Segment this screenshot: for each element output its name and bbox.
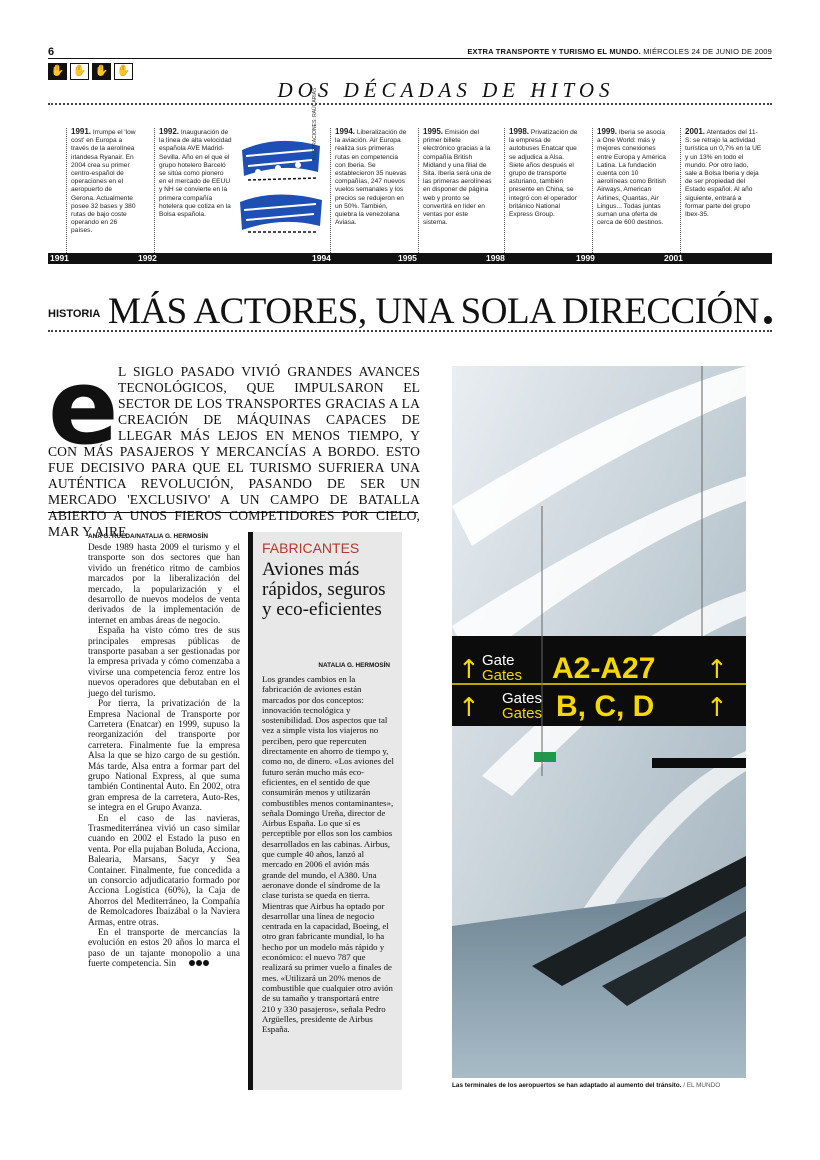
dotted-rule [48, 330, 772, 332]
illustration-credit: ILUSTRACIONES: RAÚL ARIAS [312, 87, 318, 160]
body-paragraph: Desde 1989 hasta 2009 el turismo y el transporte son dos sectores que han vivido un frenético ritmo de cambios marcados por la liberalización del mercado, la popularización y el desarrollo de nuevos modelos de venta derivados de la implementación de internet en ambas áreas de negocio. [88, 543, 240, 626]
article-kicker: HISTORIA [48, 308, 101, 320]
hand-icon: ✋ [92, 63, 111, 80]
header-publication-date [467, 47, 772, 56]
headline-dot [764, 316, 772, 324]
up-arrow-icon: ↑ [458, 655, 480, 685]
timeline-entry-1994 [330, 128, 408, 253]
sign-code-a: A2-A27 [552, 652, 656, 685]
article-byline: ANA G. RUEDA/NATALIA G. HERMOSÍN [88, 533, 208, 540]
sidebar-title: Aviones más rápidos, seguros y eco-eficientes [262, 559, 386, 620]
sign-gate-label: Gate [482, 652, 515, 669]
lead-text: L SIGLO PASADO VIVIÓ GRANDES AVANCES TECNOLÓGICOS, QUE IMPULSARON EL SECTOR DE LOS TRANSPORTES GRACIAS A LA CREACIÓN DE MÁQUINAS CAPACES DE LLEGAR MÁS LEJOS EN MENOS TIEMPO, Y CON MÁS PASAJEROS Y MERCANCÍAS A BORDO. ESTO FUE DECISIVO PARA QUE EL TURISMO SUFRIERA UNA AUTÉNTICA REVOLUCIÓN, PASANDO DE SER UN MERCADO 'EXCLUSIVO' A UN CAMPO DE BATALLA ABIERTO A UNOS FIEROS COMPETIDORES POR CIELO, MAR Y AIRE [48, 364, 420, 539]
timeline-entry-1998 [504, 128, 580, 253]
terminal-scene [452, 366, 746, 1078]
timeline-year: 2001. [685, 128, 706, 136]
timeline-year: 1999. [597, 128, 618, 136]
timeline-bar-year: 1999 [576, 253, 595, 263]
timeline-year: 1991. [71, 128, 92, 136]
timeline-year: 1992. [159, 128, 180, 136]
sidebar-byline: NATALIA G. HERMOSÍN [318, 662, 390, 669]
lead-rule [48, 512, 418, 513]
sign-gates-label: Gates [502, 690, 543, 707]
timeline-text: Liberalización de la aviación. Air Europa realiza sus primeras rutas en competencia con Iberia. Se establecieron 35 nuevas compañías, 247 nuevos vuelos semanales y los precios se redujeron en un 50%. También, quiebra la venezolana Aviasa. [335, 129, 407, 227]
timeline-text: Irrumpe el 'low cost' en Europa a través de la aerolínea irlandesa Ryanair. En 2004 crea su primer centro-español de operaciones en el aeropuerto de Gerona. Actualmente posee 32 bases y 380 rutas de bajo coste operando en 26 países. [71, 129, 136, 235]
continued-dots-icon [178, 959, 209, 969]
hand-icon: ✋ [48, 63, 67, 80]
up-arrow-icon: ↑ [706, 655, 728, 685]
timeline-text: Privatización de la empresa de autobuses Enatcar que se adjudica a Alsa. Siete años después el grupo de transporte asturiano, también presente en China, se integró con el operador británico National Express Group. [509, 129, 578, 219]
timeline-entry-1995 [418, 128, 494, 253]
timeline-text: Inauguración de la línea de alta velocidad española AVE Madrid-Sevilla. Año en el que el grupo hotelero Barceló se sitúa como pionero en el mercado de EEUU y NH se convierte en la primera compañía hotelera que cotiza en la Bolsa española. [159, 129, 232, 219]
timeline-entry-1992 [154, 128, 232, 253]
drop-cap: e [48, 346, 119, 468]
header-rule [48, 58, 772, 59]
timeline-entry-1999 [592, 128, 670, 253]
sign-code-b: B, C, D [556, 690, 655, 723]
timeline-text: Emisión del primer billete electrónico gracias a la compañía British Midland y una filial de Sita. Iberia será una de las primeras aerolíneas en disponer de página web y pronto se convertirá en líder en ventas por este sistema. [423, 129, 492, 227]
article-body [88, 543, 240, 970]
body-paragraph: En el caso de las navieras, Trasmediterránea vivió un caso similar cuando en 2002 el Estado la puso en venta. Por ella pujaban Boluda, Acciona, Balearia, Marsans, Sacyr y Sea Container. Finalmente, fue concedida a un consorcio adjudicatario formado por Acciona Logística (60%), la Caja de Ahorros del Mediterráneo, la Compañía de Remolcadores Ibaizábal o la Naviera Armas, entre otras. [88, 813, 240, 928]
timeline-year: 1994. [335, 128, 356, 136]
photo-credit: / EL MUNDO [683, 1082, 721, 1089]
section-title: DOS DÉCADAS DE HITOS [277, 78, 615, 102]
timeline-year: 1998. [509, 128, 530, 136]
body-paragraph-text: En el transporte de mercancías la evolución en estos 20 años lo marca el paso de un tajante monopolio a una fuerte competencia. Sin [88, 928, 240, 970]
timeline-bar-year: 1992 [138, 253, 157, 263]
photo-caption [452, 1082, 720, 1089]
timeline-bar-year: 1991 [50, 253, 69, 263]
article-lead [48, 346, 420, 540]
body-paragraph: España ha visto cómo tres de sus principales empresas públicas de transporte pasaban a ser gestionadas por la empresa privada y cómo comenzaba a vivirse una competencia feroz entre los nuevos operadores que debutaban en el juego del turismo. [88, 626, 240, 699]
timeline-entry-1991 [66, 128, 136, 253]
body-paragraph: Por tierra, la privatización de la Empresa Nacional de Transporte por Carretera (Enatcar) en 1999, supuso la reorganización del transporte por carretera. Finalmente fue la empresa Alsa la que se hizo cargo de su gestión. Más tarde, Alsa entra a formar part del grupo National Express, al que suma también Continental Auto. En 2002, otra gran empresa de la carretera, Auto-Res, se integra en el Grupo Avanza. [88, 699, 240, 814]
publication-date: MIÉRCOLES 24 DE JUNIO DE 2009 [643, 47, 772, 56]
sign-gates-label: Gates [502, 705, 543, 722]
sign-gates-label: Gates [482, 667, 523, 684]
dotted-rule [48, 103, 772, 105]
body-paragraph-last [88, 928, 240, 970]
up-arrow-icon: ↑ [706, 693, 728, 723]
publication-name: EXTRA TRANSPORTE Y TURISMO EL MUNDO. [467, 47, 641, 56]
timeline-bar-year: 2001 [664, 253, 683, 263]
sidebar-kicker: FABRICANTES [262, 540, 360, 556]
sidebar-body: Los grandes cambios en la fabricación de aviones están marcados por dos conceptos: innovación tecnológica y sostenibilidad. Dos aspectos que tal vez a simple vista los viajeros no perciben, pero que repercuten directamente en ahorro de tiempo y, como no, de dinero. «Los aviones del futuro serán mucho más eco-eficientes, en el sentido de que consumirán menos y utilizarán combustibles menos contaminantes», señala Domingo Ureña, director de Airbus España. Lo que sí es perceptible por ellos son los cambios desarrollados en las cabinas. Airbus, que cumple 40 años, lanzó al mercado en 2006 el avión más grande del mundo, el A380. Una aeronave donde el síndrome de la clase turista se queda en tierra. Mientras que Airbus ha optado por desarrollar una línea de negocio centrada en la capacidad, Boeing, el otro gran fabricante mundial, lo ha hecho por un modelo más rápido y económico: el nuevo 787 que realizará su primer vuelo a finales de mes. «Utilizará un 20% menos de combustible que cualquier otro avión de su tamaño y transportará entre 210 y 330 pasajeros», señala Pedro Argüelles, presidente de Airbus España. [262, 674, 394, 1035]
timeline-text: Iberia se asocia a One World: más y mejores conexiones entre Europa y América Latina. La fundación cuenta con 10 aerolíneas como British Airways, American Airlines, Quantas, Air Lingus... Todas juntas suman una oferta de cerca de 600 destinos. [597, 129, 666, 227]
airport-terminal-photo [452, 366, 746, 1078]
hand-icon: ✋ [114, 63, 133, 80]
dropcap-space [48, 364, 118, 444]
article-headline: MÁS ACTORES, UNA SOLA DIRECCIÓN [108, 291, 759, 332]
hand-icon: ✋ [70, 63, 89, 80]
timeline-bar-year: 1998 [486, 253, 505, 263]
timeline-text: Atentados del 11-S: se retrajo la actividad turística un 0,7% en la UE y un 13% en todo el mundo. Por otro lado, sale a Bolsa Iberia y deja de ser propiedad del Estado español. Al año siguiente, entrará a formar parte del grupo Ibex-35. [685, 129, 762, 219]
timeline-bar-year: 1994 [312, 253, 331, 263]
photo-caption-text: Las terminales de los aeropuertos se han adaptado al aumento del tránsito. [452, 1082, 682, 1089]
up-arrow-icon: ↑ [458, 693, 480, 723]
timeline-bar-year: 1995 [398, 253, 417, 263]
timeline-entry-2001 [680, 128, 762, 253]
page-number: 6 [48, 46, 55, 58]
timeline-year: 1995. [423, 128, 444, 136]
exit-sign [534, 752, 556, 762]
